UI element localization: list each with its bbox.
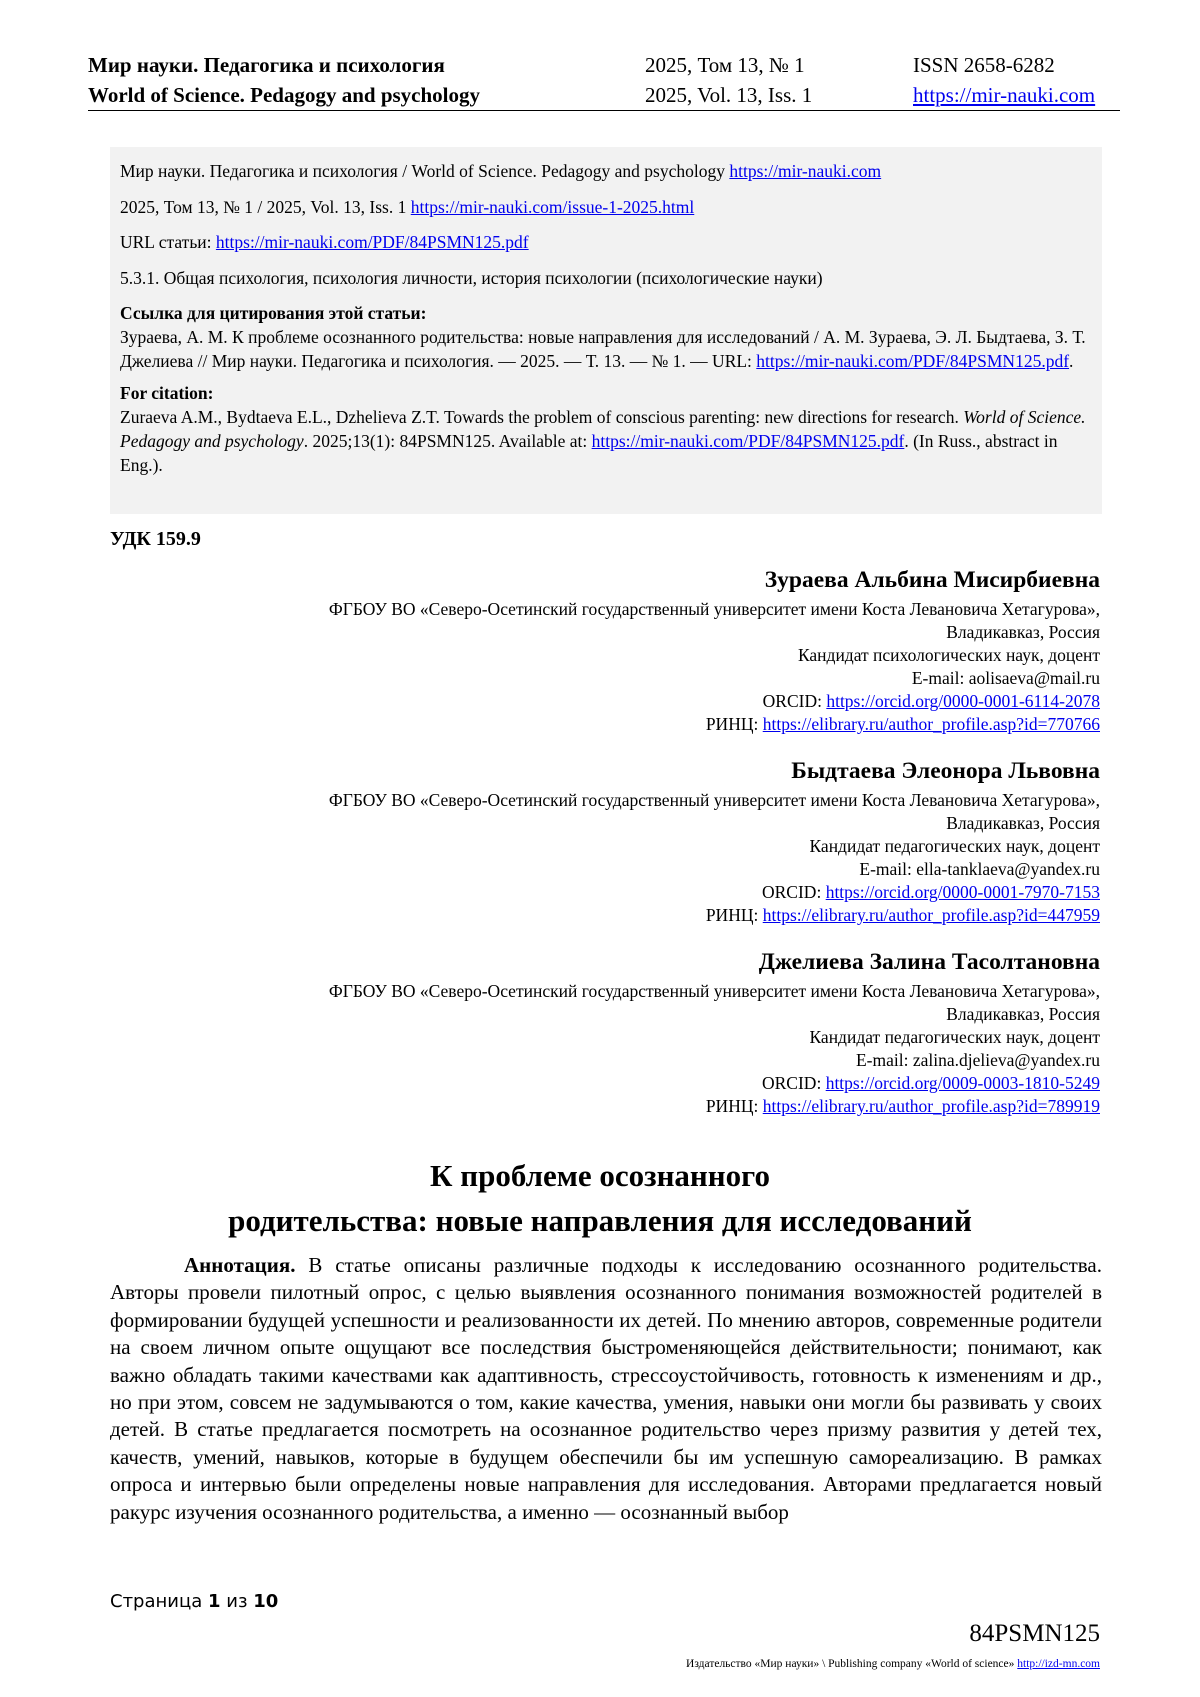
orcid-link[interactable]: https://orcid.org/0000-0001-7970-7153 <box>825 882 1100 902</box>
author-city: Владикавказ, Россия <box>946 1004 1100 1024</box>
site-link[interactable]: https://mir-nauki.com <box>913 83 1096 107</box>
citation-ru-url-link[interactable]: https://mir-nauki.com/PDF/84PSMN125.pdf <box>756 351 1070 371</box>
rinc-link[interactable]: https://elibrary.ru/author_profile.asp?id=770766 <box>762 714 1100 734</box>
abstract-text: В статье описаны различные подходы к исследованию осознанного родительства. Авторы провели пилотный опрос, с целью выявления осознанного понимания возможностей родителей в формировании будущей успешности и реализованности их детей. По мнению авторов, современные родители на своем личном опыте ощущают все последствия быстроменяющейся действительности; понимают, как важно обладать такими качествами как адаптивность, стрессоустойчивость, готовность к изменениям и др., но при этом, совсем не задумываются о том, какие качества, умения, навыки они могли бы развивать у своих детей. В статье предлагается посмотреть на осознанное родительство через призму развития у детей тех, качеств, умений, навыков, которые в будущем обеспечили бы им успешную самореализацию. В рамках опроса и интервью были определены новые направления для исследования. Авторами предлагается новый ракурс изучения осознанного родительства, а именно — осознанный выбор <box>110 1253 1103 1524</box>
citation-en-url-link[interactable]: https://mir-nauki.com/PDF/84PSMN125.pdf <box>591 431 905 451</box>
udk-code: УДК 159.9 <box>110 528 201 550</box>
author-2 <box>100 753 1100 927</box>
author-name: Быдтаева Элеонора Львовна <box>791 758 1100 784</box>
authors-block <box>100 562 1100 1135</box>
issn: ISSN 2658-6282 <box>913 53 1055 77</box>
journal-name-ru: Мир науки. Педагогика и психология <box>88 53 445 77</box>
publisher-line: Издательство «Мир науки» \ Publishing company «World of science» http://izd-mn.com <box>686 1658 1100 1670</box>
author-email: E-mail: aolisaeva@mail.ru <box>911 668 1100 688</box>
author-email: E-mail: ella-tanklaeva@yandex.ru <box>859 859 1100 879</box>
citation-box <box>110 147 1102 514</box>
citation-ru-heading: Ссылка для цитирования этой статьи: <box>120 303 427 323</box>
specialty-line: 5.3.1. Общая психология, психология личности, история психологии (психологические науки) <box>120 267 823 288</box>
page-current: 1 <box>208 1591 221 1612</box>
citation-en-heading: For citation: <box>120 383 214 403</box>
article-url-line: URL статьи: https://mir-nauki.com/PDF/84PSMN125.pdf <box>120 232 529 252</box>
citation-en: For citation: Zuraeva A.M., Bydtaeva E.L., Dzhelieva Z.T. Towards the problem of conscious parenting: new directions for research. World of Science. Pedagogy and psychology. 2025;13(1): 84PSMN125. Available at: https://mir-nauki.com/PDF/84PSMN125.pdf. (In Russ., abstract in Eng.). <box>120 383 1086 475</box>
header-journal-names <box>88 50 480 110</box>
header-issn-site <box>913 50 1095 110</box>
rinc-link[interactable]: https://elibrary.ru/author_profile.asp?id=447959 <box>762 905 1100 925</box>
citation-ru-text: Зураева, А. М. К проблеме осознанного родительства: новые направления для исследований / А. М. Зураева, Э. Л. Быдтаева, З. Т. Джелиева // Мир науки. Педагогика и психология. — 2025. — Т. 13. — № 1. — URL: <box>120 327 1086 371</box>
author-rinc: РИНЦ: https://elibrary.ru/author_profile.asp?id=447959 <box>705 905 1100 925</box>
journal-line: Мир науки. Педагогика и психология / World of Science. Pedagogy and psychology https://mir-nauki.com <box>120 161 882 181</box>
author-degree: Кандидат педагогических наук, доцент <box>809 836 1100 856</box>
author-orcid: ORCID: https://orcid.org/0009-0003-1810-5249 <box>762 1073 1100 1093</box>
author-degree: Кандидат психологических наук, доцент <box>797 645 1100 665</box>
article-code: 84PSMN125 <box>969 1620 1100 1647</box>
author-affiliation: ФГБОУ ВО «Северо-Осетинский государственный университет имени Коста Левановича Хетагурова», <box>328 790 1100 810</box>
issue-url-link[interactable]: https://mir-nauki.com/issue-1-2025.html <box>410 196 695 217</box>
citation-en-text: Zuraeva A.M., Bydtaeva E.L., Dzhelieva Z.T. Towards the problem of conscious parenting: new directions for research. <box>120 407 959 427</box>
orcid-link[interactable]: https://orcid.org/0000-0001-6114-2078 <box>826 691 1100 711</box>
author-orcid: ORCID: https://orcid.org/0000-0001-7970-7153 <box>762 882 1100 902</box>
abstract-paragraph <box>110 1252 1102 1526</box>
author-city: Владикавказ, Россия <box>946 813 1100 833</box>
journal-header <box>88 50 1120 111</box>
article-title-line-2: родительства: новые направления для исследований <box>228 1203 972 1238</box>
article-url-link[interactable]: https://mir-nauki.com/PDF/84PSMN125.pdf <box>215 232 529 252</box>
author-rinc: РИНЦ: https://elibrary.ru/author_profile.asp?id=770766 <box>705 714 1100 734</box>
author-email: E-mail: zalina.djelieva@yandex.ru <box>855 1050 1100 1070</box>
author-rinc: РИНЦ: https://elibrary.ru/author_profile.asp?id=789919 <box>705 1096 1100 1116</box>
journal-url-link[interactable]: https://mir-nauki.com <box>729 161 882 181</box>
issue-en: 2025, Vol. 13, Iss. 1 <box>645 83 813 107</box>
author-affiliation: ФГБОУ ВО «Северо-Осетинский государственный университет имени Коста Левановича Хетагурова», <box>328 599 1100 619</box>
page-number: Страница 1 из 10 <box>110 1591 279 1612</box>
author-1 <box>100 562 1100 736</box>
article-title <box>0 1153 1200 1243</box>
abstract <box>110 1252 1102 1526</box>
author-city: Владикавказ, Россия <box>946 622 1100 642</box>
rinc-link[interactable]: https://elibrary.ru/author_profile.asp?id=789919 <box>762 1096 1100 1116</box>
citation-en-journal: World of Science. Pedagogy and psychology <box>120 407 1086 451</box>
page-total: 10 <box>253 1591 279 1612</box>
abstract-label: Аннотация. <box>184 1253 296 1277</box>
citation-ru: Ссылка для цитирования этой статьи: Зураева, А. М. К проблеме осознанного родительства: новые направления для исследований / А. М. Зураева, Э. Л. Быдтаева, З. Т. Джелиева // Мир науки. Педагогика и психология. — 2025. — Т. 13. — № 1. — URL: https://mir-nauki.com/PDF/84PSMN125.pdf. <box>120 303 1086 371</box>
author-3 <box>100 944 1100 1118</box>
author-degree: Кандидат педагогических наук, доцент <box>809 1027 1100 1047</box>
author-affiliation: ФГБОУ ВО «Северо-Осетинский государственный университет имени Коста Левановича Хетагурова», <box>328 981 1100 1001</box>
orcid-link[interactable]: https://orcid.org/0009-0003-1810-5249 <box>825 1073 1100 1093</box>
author-name: Зураева Альбина Мисирбиевна <box>764 567 1100 593</box>
issue-ru: 2025, Том 13, № 1 <box>645 53 805 77</box>
journal-name-en: World of Science. Pedagogy and psychology <box>88 83 481 107</box>
issue-line: 2025, Том 13, № 1 / 2025, Vol. 13, Iss. 1 https://mir-nauki.com/issue-1-2025.html <box>120 196 695 217</box>
author-orcid: ORCID: https://orcid.org/0000-0001-6114-2078 <box>762 691 1100 711</box>
publisher-link[interactable]: http://izd-mn.com <box>1017 1658 1100 1670</box>
author-name: Джелиева Залина Тасолтановна <box>758 949 1100 975</box>
header-issue-info <box>645 50 812 110</box>
article-title-line-1: К проблеме осознанного <box>430 1158 770 1193</box>
